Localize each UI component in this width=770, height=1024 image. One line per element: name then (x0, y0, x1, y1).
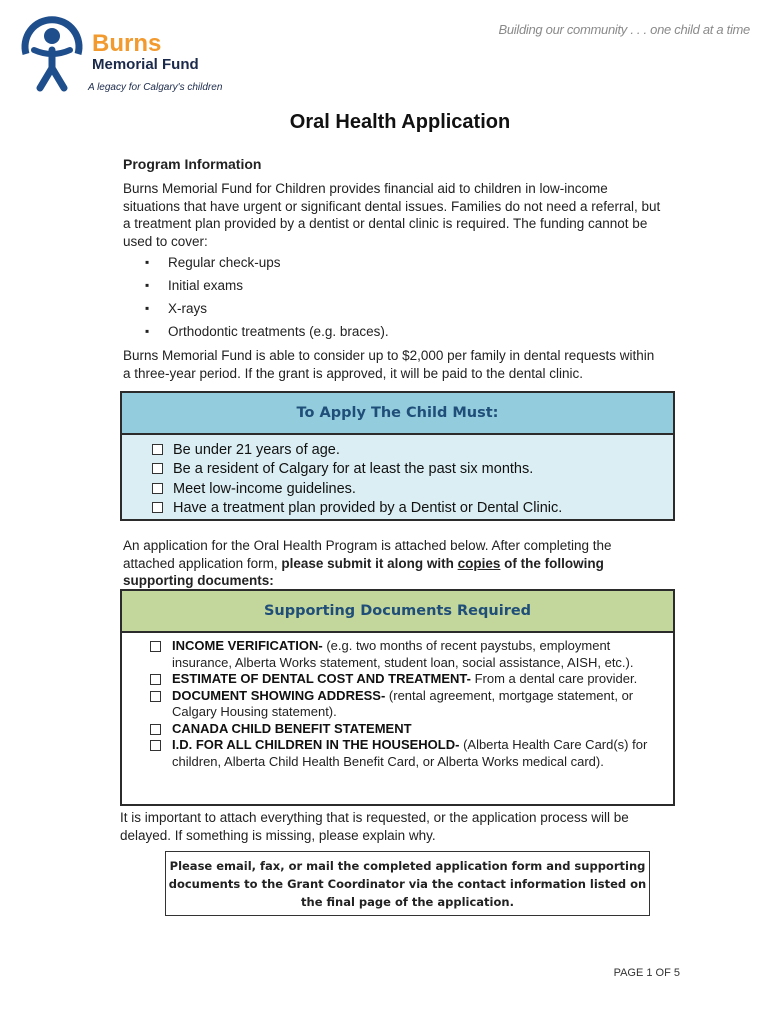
logo-subtitle: Memorial Fund (92, 56, 199, 73)
logo-tagline: A legacy for Calgary's children (88, 82, 223, 93)
checkbox[interactable] (150, 691, 161, 702)
doc-title: DOCUMENT SHOWING ADDRESS- (172, 687, 386, 703)
docs-box-body (122, 633, 673, 770)
list-item (150, 688, 673, 721)
apply-box-body (122, 435, 673, 519)
list-item: ▪ Initial exams (123, 277, 663, 300)
checkbox[interactable] (152, 483, 163, 494)
checkbox[interactable] (150, 641, 161, 652)
checkbox[interactable] (152, 463, 163, 474)
checkbox[interactable] (150, 674, 161, 685)
list-item (150, 737, 673, 770)
header-tagline: Building our community . . . one child at a time (498, 22, 750, 37)
logo-name: Burns (92, 30, 162, 57)
attached-note (123, 537, 663, 590)
attached-note-text: An application for the Oral Health Program is attached below. After completing the attached application form, (123, 538, 612, 571)
program-heading: Program Information (123, 156, 262, 172)
page-number: PAGE 1 OF 5 (613, 967, 680, 979)
doc-detail: (Alberta Health Care Card(s) for children, Alberta Child Health Benefit Card, or Alberta Works medical card). (172, 737, 648, 769)
list-item: ▪ Regular check-ups (123, 254, 663, 277)
list-item (152, 499, 673, 518)
doc-title: INCOME VERIFICATION- (172, 638, 323, 653)
checkbox[interactable] (152, 502, 163, 513)
list-item (150, 638, 673, 671)
requirement-text: Have a treatment plan provided by a Dentist or Dental Clinic. (173, 499, 563, 516)
submit-instructions-box: Please email, fax, or mail the completed application form and supporting documents to the Grant Coordinator via the contact information listed on the final page of the application. (165, 851, 650, 916)
checkbox[interactable] (150, 724, 161, 735)
list-item (150, 721, 673, 738)
list-item (152, 480, 673, 499)
apply-box-heading: To Apply The Child Must: (122, 393, 673, 435)
checkbox[interactable] (150, 740, 161, 751)
requirement-text: Meet low-income guidelines. (173, 480, 356, 497)
logo-figure-icon (18, 12, 88, 92)
supporting-documents-box (120, 589, 675, 806)
list-item (150, 671, 673, 688)
docs-box-heading: Supporting Documents Required (122, 591, 673, 633)
page-title: Oral Health Application (289, 111, 511, 133)
doc-title: CANADA CHILD BENEFIT STATEMENT (172, 720, 412, 736)
grant-note: Burns Memorial Fund is able to consider up to $2,000 per family in dental requests within a three-year period. If the grant is approved, it will be paid to the dental clinic. (123, 348, 655, 381)
burns-memorial-fund-logo (18, 12, 223, 98)
list-item: ▪ X-rays (123, 300, 663, 323)
doc-title: I.D. FOR ALL CHILDREN IN THE HOUSEHOLD- (172, 737, 460, 752)
requirement-text: Be under 21 years of age. (173, 442, 340, 458)
exclusions-list (123, 254, 663, 346)
program-intro: Burns Memorial Fund for Children provides financial aid to children in low-income situations that have urgent or significant dental issues. Families do not need a referral, but a treatment plan provided by a dentist or dental clinic is required. The funding cannot be used to cover: (123, 181, 661, 249)
important-note: It is important to attach everything that is requested, or the application process will be delayed. If something is missing, please explain why. (120, 810, 629, 843)
attached-note-bold-end: of the following supporting documents: (123, 555, 604, 588)
doc-detail: (e.g. two months of recent paystubs, employment insurance, Alberta Works statement, student loan, social assistance, AISH, etc.). (172, 638, 634, 670)
requirement-text: Be a resident of Calgary for at least the past six months. (173, 461, 534, 478)
attached-note-bold: please submit it along with (281, 555, 458, 571)
list-item (152, 460, 673, 479)
doc-detail: From a dental care provider. (471, 671, 638, 686)
doc-title: ESTIMATE OF DENTAL COST AND TREATMENT- (172, 671, 471, 686)
list-item (152, 441, 673, 460)
list-item: ▪ Orthodontic treatments (e.g. braces). (123, 323, 663, 346)
checkbox[interactable] (152, 444, 163, 455)
apply-requirements-box (120, 391, 675, 521)
attached-note-underlined: copies (457, 555, 501, 571)
doc-detail: (rental agreement, mortgage statement, or Calgary Housing statement). (172, 687, 634, 719)
